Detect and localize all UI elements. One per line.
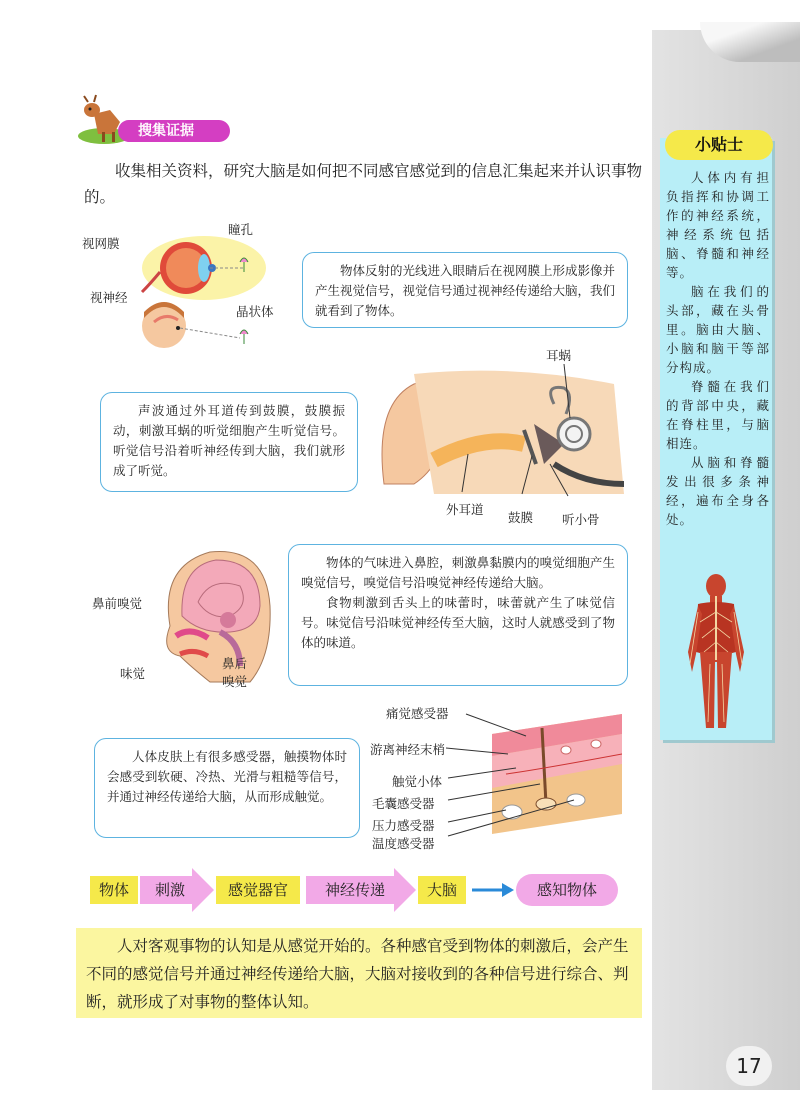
skin-text: 人体皮肤上有很多感受器，触摸物体时会感受到软硬、冷热、光滑与粗糙等信号，并通过神经传递给大脑，从而形成触觉。: [107, 749, 347, 804]
tips-paragraph: 脑在我们的头部，藏在头骨里。脑由大脑、小脑和脑干等部分构成。: [666, 284, 770, 375]
flow-nerve-transmit: 神经传递: [324, 881, 385, 899]
ear-text: 声波通过外耳道传到鼓膜，鼓膜振动，刺激耳蜗的听觉细胞产生听觉信号。听觉信号沿着听神经传到大脑，我们就形成了听觉。: [113, 403, 345, 478]
label-free-nerve-ending: 游离神经末梢: [370, 742, 446, 757]
flow-perceive-object: 感知物体: [516, 874, 618, 906]
nose-text-bubble: [288, 544, 628, 686]
flow-stimulus: 刺激: [154, 881, 185, 899]
eye-text-bubble: [302, 252, 628, 328]
ear-text-bubble: [100, 392, 358, 492]
tips-paragraph: 从脑和脊髓发出很多条神经，遍布全身各处。: [666, 455, 770, 527]
tips-text: [666, 168, 770, 529]
label-back-smell-2: 嗅觉: [222, 674, 248, 689]
nervous-system-figure: [680, 572, 752, 732]
label-pressure-receptor: 压力感受器: [372, 818, 435, 833]
eye-diagram: [140, 232, 272, 352]
label-retina: 视网膜: [82, 236, 120, 251]
smell-text: 物体的气味进入鼻腔，刺激鼻黏膜内的嗅觉细胞产生嗅觉信号，嗅觉信号沿嗅觉神经传递给大脑。: [301, 555, 615, 590]
skin-text-bubble: [94, 738, 360, 838]
flow-sense-organ: 感觉器官: [216, 876, 300, 904]
intro-paragraph: 收集相关资料，研究大脑是如何把不同感官感觉到的信息汇集起来并认识事物的。: [84, 162, 643, 206]
label-back-smell-1: 鼻后: [222, 656, 248, 671]
flow-brain: 大脑: [418, 876, 466, 904]
label-touch-corpuscle: 触觉小体: [392, 774, 443, 789]
ear-diagram: [374, 364, 630, 500]
label-taste: 味觉: [120, 666, 146, 681]
head-section-diagram: [150, 546, 276, 684]
tips-paragraph: 人体内有担负指挥和协调工作的神经系统，神经系统包括脑、脊髓和神经等。: [666, 170, 770, 280]
label-pain-receptor: 痛觉感受器: [386, 706, 449, 721]
page-number: 17: [726, 1046, 772, 1086]
label-cochlea: 耳蜗: [546, 348, 572, 363]
section-badge: 搜集证据: [118, 120, 230, 142]
tips-title: 小贴士: [665, 130, 773, 160]
label-ossicles: 听小骨: [562, 512, 600, 527]
label-pupil: 瞳孔: [228, 222, 254, 237]
label-lens: 晶状体: [236, 304, 274, 319]
label-optic-nerve: 视神经: [90, 290, 128, 305]
skin-section-diagram: [446, 704, 622, 838]
label-ear-canal: 外耳道: [446, 502, 484, 517]
label-hair-follicle-receptor: 毛囊感受器: [372, 796, 435, 811]
flow-object: 物体: [90, 876, 138, 904]
label-eardrum: 鼓膜: [508, 510, 534, 525]
label-front-smell: 鼻前嗅觉: [92, 596, 143, 611]
tips-paragraph: 脊髓在我们的背部中央，藏在脊柱里，与脑相连。: [666, 379, 770, 451]
taste-text: 食物刺激到舌头上的味蕾时，味蕾就产生了味觉信号。味觉信号沿味觉神经传至大脑，这时人就感受到了物体的味道。: [301, 595, 615, 650]
eye-text: 物体反射的光线进入眼睛后在视网膜上形成影像并产生视觉信号，视觉信号通过视神经传递给大脑，我们就看到了物体。: [315, 263, 616, 318]
summary-box: 人对客观事物的认知是从感觉开始的。各种感官受到物体的刺激后，会产生不同的感觉信号并通过神经传递给大脑，大脑对接收到的各种信号进行综合、判断，就形成了对事物的整体认知。: [76, 928, 642, 1018]
label-temperature-receptor: 温度感受器: [372, 836, 435, 851]
flow-arrow-right-icon: [472, 880, 514, 900]
